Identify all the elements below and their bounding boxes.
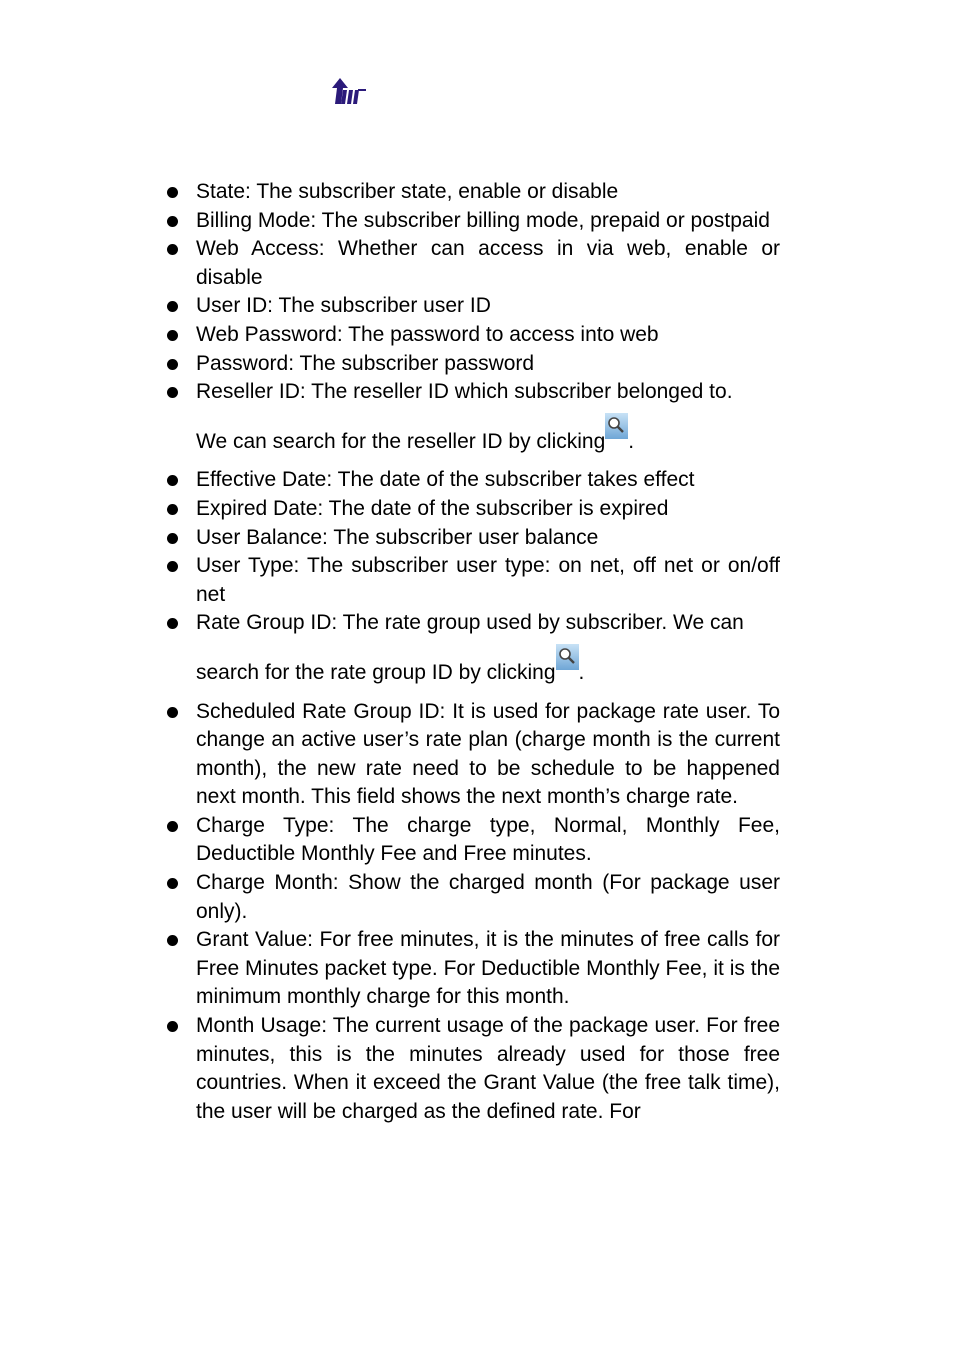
item-text: Billing Mode: The subscriber billing mode, prepaid or postpaid xyxy=(196,208,770,232)
list-item xyxy=(164,552,780,609)
item-continuation-tail: . xyxy=(628,429,635,453)
list-item xyxy=(164,495,780,524)
item-text: Scheduled Rate Group ID: It is used for package rate user. To change an active user’s rate plan (charge month is the current month), the new rate need to be schedule to be happened next month. This field shows the next month’s charge rate. xyxy=(196,699,780,809)
item-text: Effective Date: The date of the subscriber takes effect xyxy=(196,468,695,492)
list-item xyxy=(164,926,780,1012)
item-text: User Type: The subscriber user type: on net, off net or on/off net xyxy=(196,554,780,606)
item-text: Password: The subscriber password xyxy=(196,351,535,375)
item-text: Rate Group ID: The rate group used by subscriber. We can xyxy=(196,611,744,635)
item-continuation-tail: . xyxy=(578,660,585,684)
list-item xyxy=(164,321,780,350)
item-text: User ID: The subscriber user ID xyxy=(196,294,491,318)
item-continuation xyxy=(196,425,780,457)
bullet-icon xyxy=(167,330,178,341)
magnifier-icon[interactable] xyxy=(605,413,628,439)
list-item xyxy=(164,292,780,321)
field-description-list xyxy=(164,178,780,1126)
bullet-icon xyxy=(167,475,178,486)
company-logo-icon xyxy=(330,76,370,108)
item-text: Web Access: Whether can access in via web, enable or disable xyxy=(196,237,780,289)
item-text: State: The subscriber state, enable or disable xyxy=(196,180,619,203)
magnifier-icon[interactable] xyxy=(556,644,579,670)
bullet-icon xyxy=(167,935,178,946)
bullet-icon xyxy=(167,821,178,832)
item-text: Web Password: The password to access into web xyxy=(196,322,659,346)
list-item xyxy=(164,698,780,812)
item-continuation xyxy=(196,656,780,688)
item-continuation-text: search for the rate group ID by clicking xyxy=(196,660,556,684)
item-text: Grant Value: For free minutes, it is the minutes of free calls for Free Minutes packet type. For Deductible Monthly Fee, it is the minimum monthly charge for this month. xyxy=(196,928,780,1009)
bullet-icon xyxy=(167,359,178,370)
bullet-icon xyxy=(167,618,178,629)
item-text: Expired Date: The date of the subscriber is expired xyxy=(196,496,669,520)
bullet-icon xyxy=(167,301,178,312)
bullet-icon xyxy=(167,561,178,572)
list-item xyxy=(164,178,780,207)
item-continuation-text: We can search for the reseller ID by clicking xyxy=(196,429,606,453)
list-item xyxy=(164,1012,780,1126)
bullet-icon xyxy=(167,187,178,198)
item-text: Reseller ID: The reseller ID which subscriber belonged to. xyxy=(196,380,733,404)
list-item xyxy=(164,869,780,926)
bullet-icon xyxy=(167,707,178,718)
list-item xyxy=(164,812,780,869)
list-item xyxy=(164,466,780,495)
bullet-icon xyxy=(167,244,178,255)
list-item xyxy=(164,609,780,687)
item-text: Month Usage: The current usage of the package user. For free minutes, this is the minutes already used for those free countries. When it exceed the Grant Value (the free talk time), the user will be charged as the defined rate. For xyxy=(196,1014,780,1123)
item-text: User Balance: The subscriber user balance xyxy=(196,525,599,549)
bullet-icon xyxy=(167,878,178,889)
list-item xyxy=(164,378,780,456)
item-text: Charge Month: Show the charged month (For package user only). xyxy=(196,871,780,923)
list-item xyxy=(164,524,780,553)
bullet-icon xyxy=(167,216,178,227)
item-text: Charge Type: The charge type, Normal, Monthly Fee, Deductible Monthly Fee and Free minutes. xyxy=(196,813,780,866)
list-item xyxy=(164,350,780,379)
bullet-icon xyxy=(167,533,178,544)
list-item xyxy=(164,207,780,236)
bullet-icon xyxy=(167,1021,178,1032)
list-item xyxy=(164,235,780,292)
bullet-icon xyxy=(167,504,178,515)
bullet-icon xyxy=(167,387,178,398)
